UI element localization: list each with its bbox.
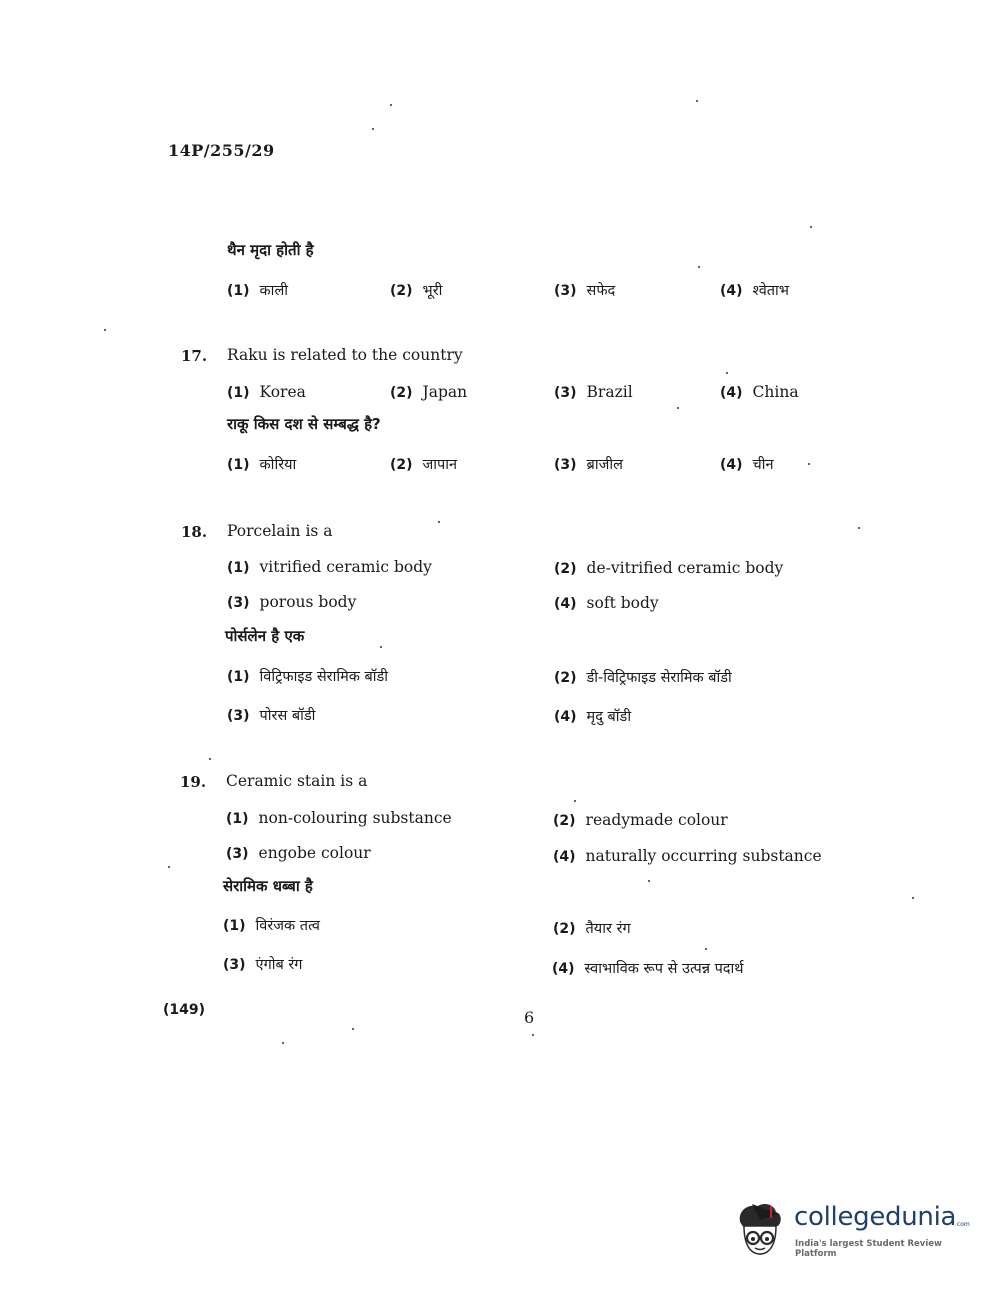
q18-hindi-option-4: (4) मृदु बॉडी [554,709,632,725]
logo-domain-suffix: .com [955,1221,970,1228]
scan-speck [808,463,810,465]
q19-hindi-option-1: (1) विरंजक तत्व [223,918,320,934]
scan-speck [168,866,170,868]
scan-speck [352,1028,354,1030]
q17-hindi-option-4: (4) चीन [720,457,774,473]
logo-tagline: India's largest Student Review Platform [795,1239,942,1259]
q19-option-4: (4) naturally occurring substance [553,847,822,865]
scan-speck [372,128,374,130]
scan-speck [726,372,728,374]
scan-speck [810,226,812,228]
mascot-icon [734,1200,792,1260]
q19-hindi-option-3: (3) एंगोब रंग [223,957,303,973]
q17-option-2: (2) Japan [390,383,468,401]
scan-speck [677,407,679,409]
scan-speck [705,948,707,950]
q18-option-3: (3) porous body [227,593,357,611]
q18-option-4: (4) soft body [554,594,659,612]
q18-number: 18. [181,523,208,541]
scan-speck [390,104,392,106]
q16-hindi-option-2: (2) भूरी [390,283,443,299]
scan-speck [532,1034,534,1036]
q17-option-1: (1) Korea [227,383,306,401]
scan-speck [438,521,440,523]
q16-hindi-option-4: (4) श्वेताभ [720,283,789,299]
scan-speck [648,880,650,882]
q17-hindi-option-2: (2) जापान [390,457,458,473]
q17-hindi-text: राकू किस दश से सम्बद्ध है? [227,415,381,433]
q17-text: Raku is related to the country [227,346,463,364]
q17-option-3: (3) Brazil [554,383,633,401]
paper-code: 14P/255/29 [168,141,275,160]
q17-option-4: (4) China [720,383,799,401]
scan-speck [696,100,698,102]
q16-hindi-text: थैन मृदा होती है [227,241,314,259]
q18-hindi-text: पोर्सलेन है एक [225,627,305,645]
q19-option-1: (1) non-colouring substance [226,809,452,827]
q19-hindi-text: सेरामिक धब्बा है [223,877,313,895]
q17-hindi-option-1: (1) कोरिया [227,457,297,473]
q19-hindi-option-4: (4) स्वाभाविक रूप से उत्पन्न पदार्थ [552,961,744,977]
q18-hindi-option-2: (2) डी-विट्रिफाइड सेरामिक बॉडी [554,670,732,686]
q17-hindi-option-3: (3) ब्राजील [554,457,623,473]
q19-option-3: (3) engobe colour [226,844,371,862]
scan-speck [209,758,211,760]
scan-speck [912,897,914,899]
scan-speck [858,527,860,529]
q16-hindi-option-3: (3) सफेद [554,283,616,299]
scan-speck [282,1042,284,1044]
q19-number: 19. [180,773,207,791]
scan-speck [574,800,576,802]
q19-option-2: (2) readymade colour [553,811,728,829]
scan-speck [380,646,382,648]
logo-wordmark: collegedunia [794,1202,957,1232]
scan-speck [698,266,700,268]
q18-option-2: (2) de-vitrified ceramic body [554,559,784,577]
q19-hindi-option-2: (2) तैयार रंग [553,921,631,937]
q18-hindi-option-1: (1) विट्रिफाइड सेरामिक बॉडी [227,669,389,685]
q16-hindi-option-1: (1) काली [227,283,289,299]
page-number: 6 [524,1008,535,1027]
q17-number: 17. [181,347,208,365]
collegedunia-logo [734,1196,970,1268]
q19-text: Ceramic stain is a [226,772,368,790]
q18-option-1: (1) vitrified ceramic body [227,558,432,576]
booklet-code: (149) [163,1002,206,1018]
q18-text: Porcelain is a [227,522,333,540]
scan-speck [104,329,106,331]
q18-hindi-option-3: (3) पोरस बॉडी [227,708,316,724]
